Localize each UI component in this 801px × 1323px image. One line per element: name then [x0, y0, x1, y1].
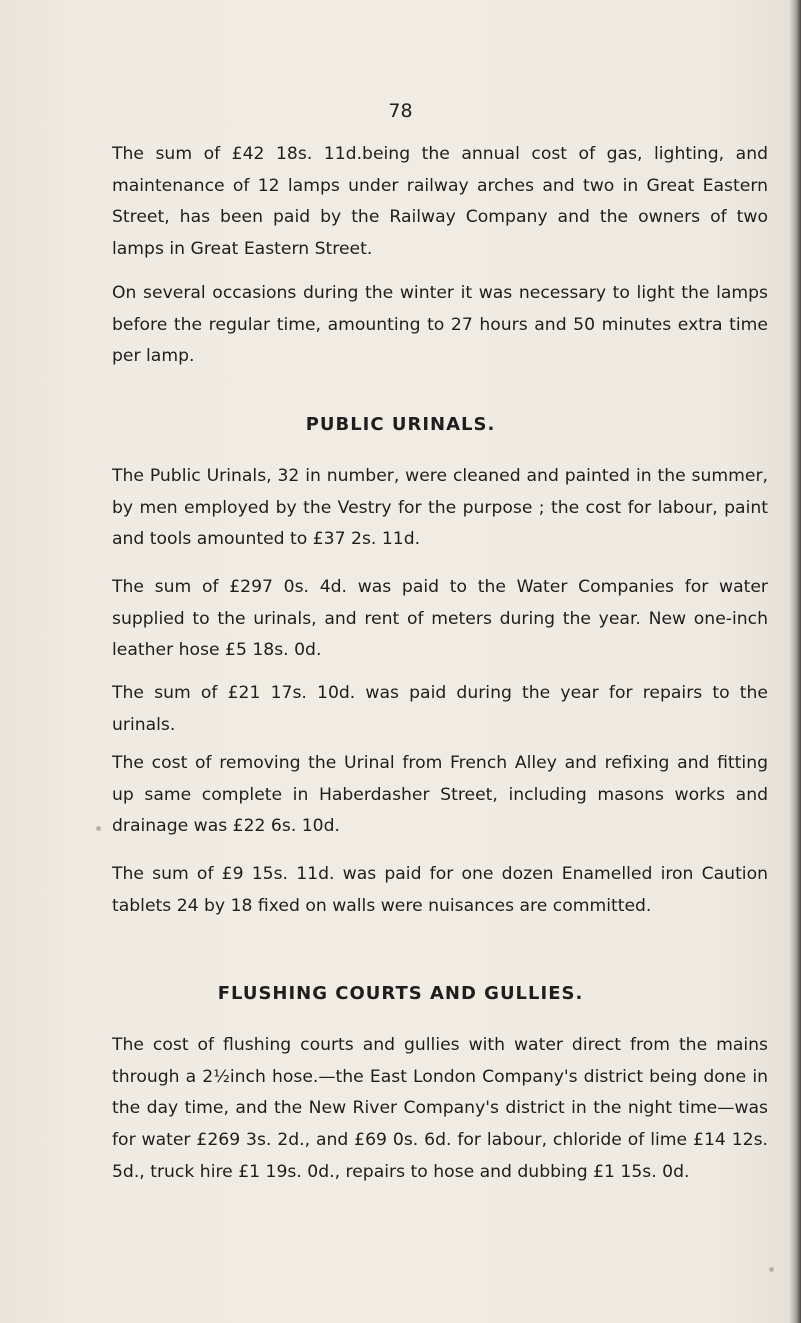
paper-speck — [96, 826, 101, 831]
paragraph-flushing-cost: The cost of flushing courts and gullies with water direct from the mains through a 2½inch hose.—the East London Company's district being done in the day time, and the New River Company's district in the night time—was for water £269 3s. 2d., and £69 0s. 6d. for labour, chloride of lime £14 12s. 5d., truck hire £1 19s. 0d., repairs to hose and dubbing £1 15s. 0d. — [112, 1035, 768, 1182]
heading-flushing-courts: FLUSHING COURTS AND GULLIES. — [217, 983, 584, 1004]
paragraph-caution-tablets: The sum of £9 15s. 11d. was paid for one dozen Enamelled iron Caution tablets 24 by 18 fixed on walls were nuisances are committed. — [112, 864, 768, 916]
heading-public-urinals: PUBLIC URINALS. — [305, 414, 496, 435]
paragraph-urinal-repairs: The sum of £21 17s. 10d. was paid during the year for repairs to the urinals. — [112, 683, 768, 735]
page-number: 78 — [388, 100, 413, 122]
paragraph-gas-lighting-cost: The sum of £42 18s. 11d.being the annual cost of gas, lighting, and maintenance of 12 lamps under railway arches and two in Great Eastern Street, has been paid by the Railway Company and the owners of two lamps in Great Eastern Street. — [112, 144, 768, 260]
paper-speck — [769, 1267, 774, 1272]
paragraph-extra-lamp-time: On several occasions during the winter it was necessary to light the lamps before the regular time, amounting to 27 hours and 50 minutes extra time per lamp. — [112, 283, 768, 367]
paragraph-water-companies: The sum of £297 0s. 4d. was paid to the Water Companies for water supplied to the urinals, and rent of meters during the year. New one-inch leather hose £5 18s. 0d. — [112, 577, 768, 661]
page-edge-shadow — [789, 0, 801, 1323]
paragraph-urinals-cleaned: The Public Urinals, 32 in number, were cleaned and painted in the summer, by men employed by the Vestry for the purpose ; the cost for labour, paint and tools amounted to £37 2s. 11d. — [112, 466, 768, 550]
paragraph-urinal-removal: The cost of removing the Urinal from French Alley and refixing and fitting up same complete in Haberdasher Street, including masons works and drainage was £22 6s. 10d. — [112, 753, 768, 837]
